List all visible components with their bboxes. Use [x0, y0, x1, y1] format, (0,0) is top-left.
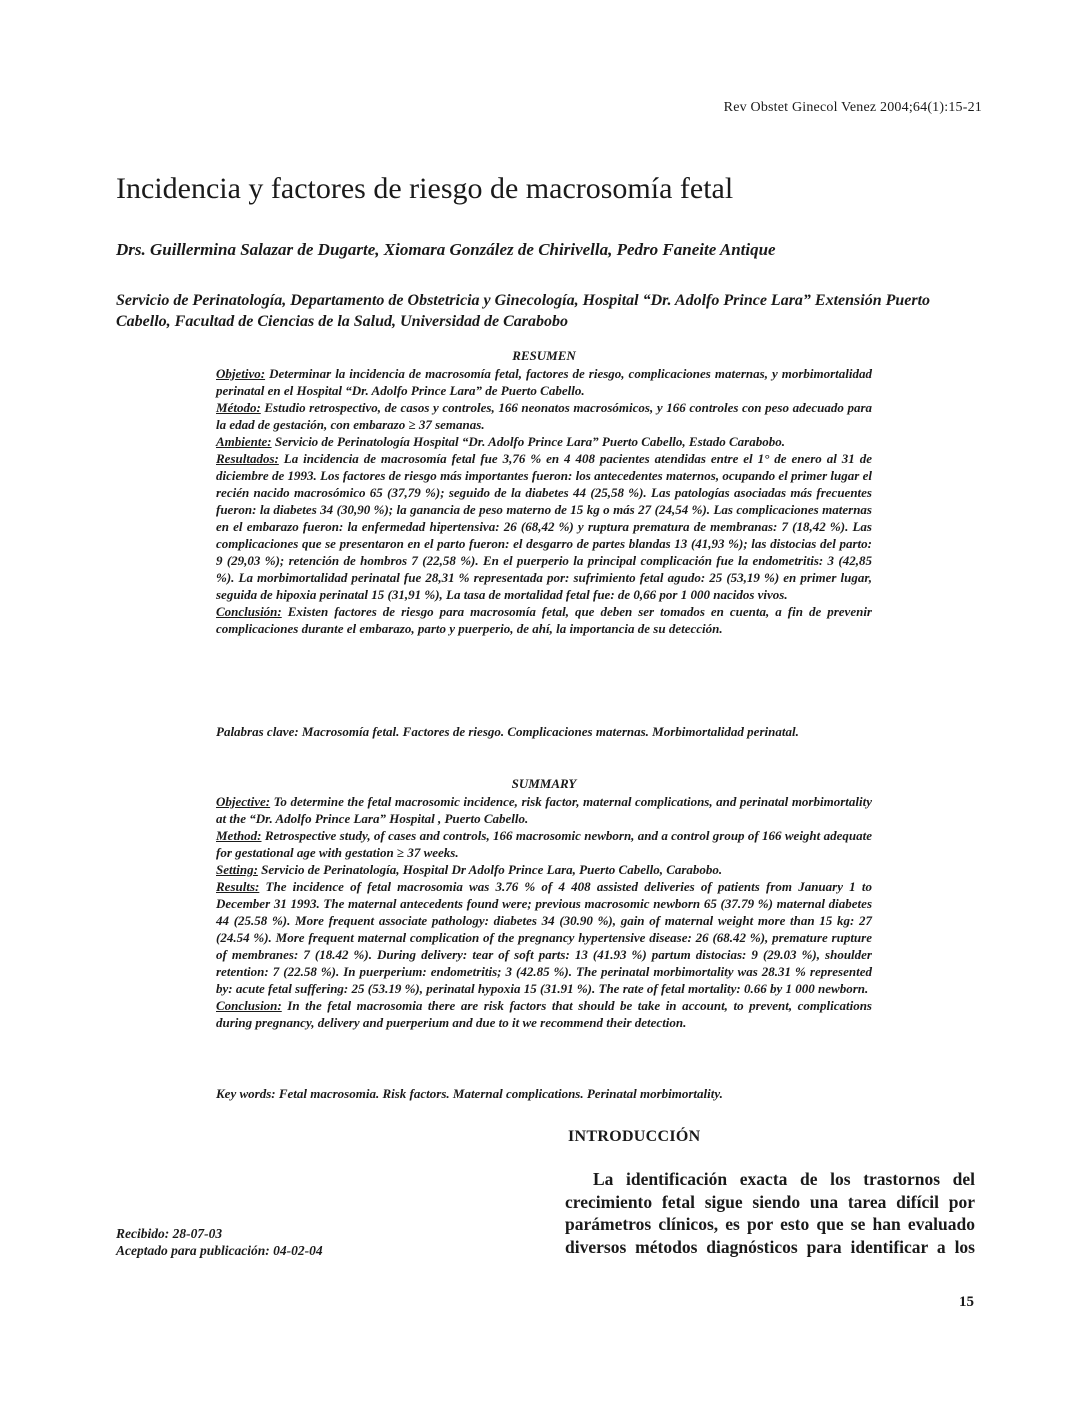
section-label: Método: — [216, 400, 261, 415]
received-dates — [116, 1225, 323, 1259]
section-label: Objective: — [216, 794, 271, 809]
resumen-heading: RESUMEN — [512, 348, 576, 363]
section-text: Servicio de Perinatología, Hospital Dr Adolfo Prince Lara, Puerto Cabello, Carabobo. — [257, 862, 723, 877]
section-label: Results: — [216, 879, 260, 894]
summary-results — [216, 878, 872, 997]
section-label: Conclusion: — [216, 998, 282, 1013]
summary-conclusion — [216, 997, 872, 1031]
introduction-body — [565, 1168, 975, 1258]
journal-reference: Rev Obstet Ginecol Venez 2004;64(1):15-21 — [723, 100, 982, 115]
resumen-conclusion — [216, 603, 872, 637]
section-text: To determine the fetal macrosomic incidence, risk factor, maternal complications, and perinatal morbimortality at the “Dr. Adolfo Prince Lara” Hospital , Puerto Cabello. — [216, 794, 872, 826]
resumen-block — [216, 347, 872, 637]
palabras-clave — [216, 723, 872, 740]
section-text: The incidence of fetal macrosomia was 3.76 % of 4 408 assisted deliveries of patients from January 1 to December 31 1993. The maternal antecedents found were; previous macrosomic newborn 65 (37.79 %) maternal diabetes 44 (25.58 %). More frequent associate pathology: diabetes 34 (30.90 %), gain of maternal weight more than 15 kg: 27 (24.54 %). More frequent maternal complication of the pregnancy hypertensive disease: 26 (68.42 %), premature rupture of membranes: 7 (18.42 %). During delivery: tear of soft parts: 13 (41.93 %) partum distocias: 9 (29.03 %), shoulder retention: 7 (22.58 %). In puerperium: endometritis; 3 (42.85 %). The perinatal morbimortality was 28.31 % represented by: acute fetal suffering: 25 (53.19 %), perinatal hypoxia 15 (31.91 %). The rate of fetal mortality: 0.66 by 1 000 newborn. — [216, 879, 872, 996]
section-text: In the fetal macrosomia there are risk factors that should be take in account, to prevent, complications during pregnancy, delivery and puerperium and due to it we recommend their detection. — [216, 998, 872, 1030]
section-label: Resultados: — [216, 451, 279, 466]
article-title: Incidencia y factores de riesgo de macrosomía fetal — [116, 172, 734, 205]
resumen-ambiente — [216, 433, 872, 450]
received-date: Recibido: 28-07-03 — [116, 1226, 223, 1241]
section-text: La incidencia de macrosomía fetal fue 3,76 % en 4 408 pacientes atendidas entre el 1° de enero al 31 de diciembre de 1993. Los factores de riesgo más importantes fueron: los antecedentes maternos, ocupando el primer lugar el recién nacido macrosómico 65 (37,79 %); seguido de la diabetes 44 (25,58 %). Las patologías asociadas más frecuentes fueron: la diabetes 34 (30,90 %); la ganancia de peso materno de 15 kg o más 27 (24,54 %). Las complicaciones maternas en el embarazo fueron: la enfermedad hipertensiva: 26 (68,42 %) y ruptura prematura de membranas: 7 (18,42 %). Las complicaciones que se presentaron en el parto fueron: el desgarro de partes blandas 13 (41,93 %); las distocias del parto: 9 (29,03 %); retención de hombros 7 (22,58 %). En el puerperio la principal complicación fue la endometritis: 3 (42,85 %). La morbimortalidad perinatal fue 28,31 % representada por: sufrimiento fetal agudo: 25 (53,19 %) en primer lugar, seguida de hipoxia perinatal 15 (31,91 %), La tasa de mortalidad fetal fue: de 0,66 por 1 000 nacidos vivos. — [216, 451, 872, 602]
section-label: Method: — [216, 828, 262, 843]
key-words — [216, 1085, 872, 1102]
section-label: Conclusión: — [216, 604, 282, 619]
accepted-date: Aceptado para publicación: 04-02-04 — [116, 1243, 323, 1258]
resumen-metodo — [216, 399, 872, 433]
introduction-paragraph: La identificación exacta de los trastornos del crecimiento fetal sigue siendo una tarea difícil por parámetros clínicos, es por esto que se han evaluado diversos métodos diagnósticos para identificar a los — [565, 1169, 975, 1257]
section-label: Objetivo: — [216, 366, 266, 381]
section-text: Estudio retrospectivo, de casos y controles, 166 neonatos macrosómicos, y 166 controles con peso adecuado para la edad de gestación, con embarazo ≥ 37 semanas. — [216, 400, 872, 432]
section-text: Retrospective study, of cases and controls, 166 macrosomic newborn, and a control group of 166 weight adequate for gestational age with gestation ≥ 37 weeks. — [216, 828, 872, 860]
page-number: 15 — [959, 1294, 974, 1310]
resumen-objetivo — [216, 365, 872, 399]
summary-method — [216, 827, 872, 861]
key-words-text: Key words: Fetal macrosomia. Risk factors. Maternal complications. Perinatal morbimortality. — [216, 1086, 723, 1101]
palabras-clave-text: Palabras clave: Macrosomía fetal. Factores de riesgo. Complicaciones maternas. Morbimortalidad perinatal. — [216, 724, 799, 739]
resumen-resultados — [216, 450, 872, 603]
author-affiliation: Servicio de Perinatología, Departamento de Obstetricia y Ginecología, Hospital “Dr. Adolfo Prince Lara” Extensión Puerto Cabello, Facultad de Ciencias de la Salud, Universidad de Carabobo — [116, 292, 931, 330]
section-text: Existen factores de riesgo para macrosomía fetal, que deben ser tomados en cuenta, a fin de prevenir complicaciones durante el embarazo, parto y puerperio, de ahí, la importancia de su detección. — [216, 604, 872, 636]
section-text: Servicio de Perinatología Hospital “Dr. Adolfo Prince Lara” Puerto Cabello, Estado Carabobo. — [271, 434, 785, 449]
section-text: Determinar la incidencia de macrosomía fetal, factores de riesgo, complicaciones maternas, y morbimortalidad perinatal en el Hospital “Dr. Adolfo Prince Lara” de Puerto Cabello. — [216, 366, 872, 398]
article-authors: Drs. Guillermina Salazar de Dugarte, Xiomara González de Chirivella, Pedro Faneite Antique — [116, 240, 776, 259]
section-label: Ambiente: — [216, 434, 272, 449]
summary-heading: SUMMARY — [511, 776, 577, 791]
introduction-heading: INTRODUCCIÓN — [568, 1128, 701, 1145]
summary-setting — [216, 861, 872, 878]
summary-objective — [216, 793, 872, 827]
section-label: Setting: — [216, 862, 258, 877]
summary-block — [216, 775, 872, 1031]
